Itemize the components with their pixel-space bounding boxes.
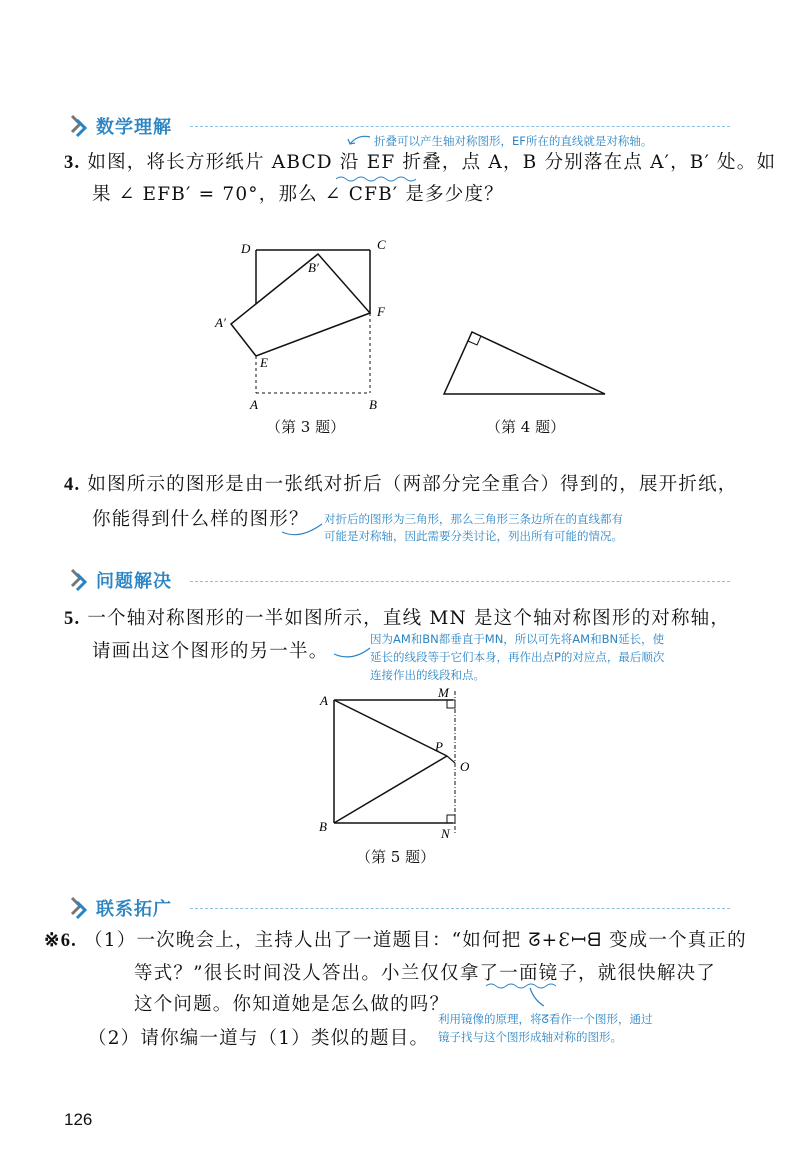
q6-hint-line1: 利用镜像的原理，将ᘔ看作一个图形，通过	[438, 1012, 653, 1026]
figure-4-right-triangle	[438, 326, 613, 400]
q5-hint-line2: 延长的线段等于它们本身，再作出点P的对应点，最后顺次	[370, 650, 665, 664]
label-F: F	[377, 304, 385, 319]
label-B: B	[319, 819, 327, 834]
question-text-line: 如图所示的图形是由一张纸对折后（两部分完全重合）得到的，展开折纸，	[87, 474, 738, 495]
question-number: 4.	[64, 475, 81, 495]
section-divider	[190, 581, 730, 582]
q6-hint-line2: 镜子找与这个图形成轴对称的图形。	[438, 1030, 622, 1044]
label-M: M	[438, 685, 449, 700]
label-N: N	[441, 826, 450, 841]
section-title: 问题解决	[96, 571, 172, 592]
chevron-right-icon	[68, 568, 94, 592]
question-text-line: 一个轴对称图形的一半如图所示，直线 MN 是这个轴对称图形的对称轴，	[87, 608, 731, 629]
figure-5-caption: （第 5 题）	[356, 848, 436, 866]
label-E: E	[260, 355, 268, 370]
question-4-line2: 你能得到什么样的图形？	[92, 509, 309, 530]
question-3	[64, 148, 776, 178]
q5-hint-line1: 因为AM和BN都垂直于MN，所以可先将AM和BN延长，使	[370, 632, 665, 646]
label-A-prime: A′	[215, 315, 226, 330]
question-4	[64, 470, 737, 500]
label-O: O	[460, 759, 470, 774]
question-text-line: （1）一次晚会上，主持人出了一道题目：“如何把 ᘔ+Ɛꟷᗺ 变成一个真正的	[84, 930, 747, 951]
chevron-right-icon	[68, 896, 94, 920]
question-5-line2: 请画出这个图形的另一半。	[92, 641, 329, 662]
underline-mark	[336, 175, 416, 183]
section-title: 数学理解	[96, 117, 172, 138]
section-divider	[190, 908, 730, 909]
figure-4-caption: （第 4 题）	[486, 418, 566, 436]
label-D: D	[241, 241, 251, 256]
question-text-line: 如图，将长方形纸片 ABCD 沿 EF 折叠，点 A，B 分别落在点 A′，B′ 处。如	[87, 152, 777, 173]
question-6-part2: （2）请你编一道与（1）类似的题目。	[88, 1028, 430, 1049]
question-6	[44, 926, 747, 956]
underline-mark	[486, 982, 566, 1012]
label-A: A	[250, 397, 258, 412]
q3-hint: 折叠可以产生轴对称图形，EF所在的直线就是对称轴。	[374, 134, 653, 148]
label-C: C	[377, 237, 386, 252]
figure-3-rectangle-fold	[200, 236, 400, 416]
question-6-line2: 等式？”很长时间没人答出。小兰仅仅拿了一面镜子，就很快解决了	[134, 963, 716, 984]
annotation-arrow-icon	[332, 646, 372, 662]
question-5	[64, 604, 730, 634]
section-header-problem-solving	[68, 567, 172, 593]
label-B-prime: B′	[308, 260, 319, 275]
section-divider	[190, 126, 730, 127]
q4-hint-line2: 可能是对称轴，因此需要分类讨论，列出所有可能的情况。	[324, 529, 623, 543]
section-title: 联系拓广	[96, 899, 172, 920]
label-P: P	[435, 739, 443, 754]
figure-3-caption: （第 3 题）	[266, 418, 346, 436]
question-6-line3: 这个问题。你知道她是怎么做的吗？	[134, 994, 450, 1015]
q4-hint-line1: 对折后的图形为三角形，那么三角形三条边所在的直线都有	[324, 512, 623, 526]
figure-5-half-shape	[310, 683, 500, 843]
page-number: 126	[64, 1110, 93, 1129]
label-B: B	[369, 397, 377, 412]
question-number: ※6.	[44, 931, 77, 951]
question-number: 3.	[64, 153, 81, 173]
question-number: 5.	[64, 609, 81, 629]
annotation-arrow-icon	[280, 520, 324, 540]
label-A: A	[320, 693, 328, 708]
chevron-right-icon	[68, 114, 94, 138]
section-header-understanding	[68, 113, 172, 139]
section-header-extension	[68, 895, 172, 921]
q5-hint-line3: 连接作出的线段和点。	[370, 668, 485, 682]
question-3-line2: 果 ∠ EFB′ = 70°，那么 ∠ CFB′ 是多少度？	[92, 184, 504, 205]
